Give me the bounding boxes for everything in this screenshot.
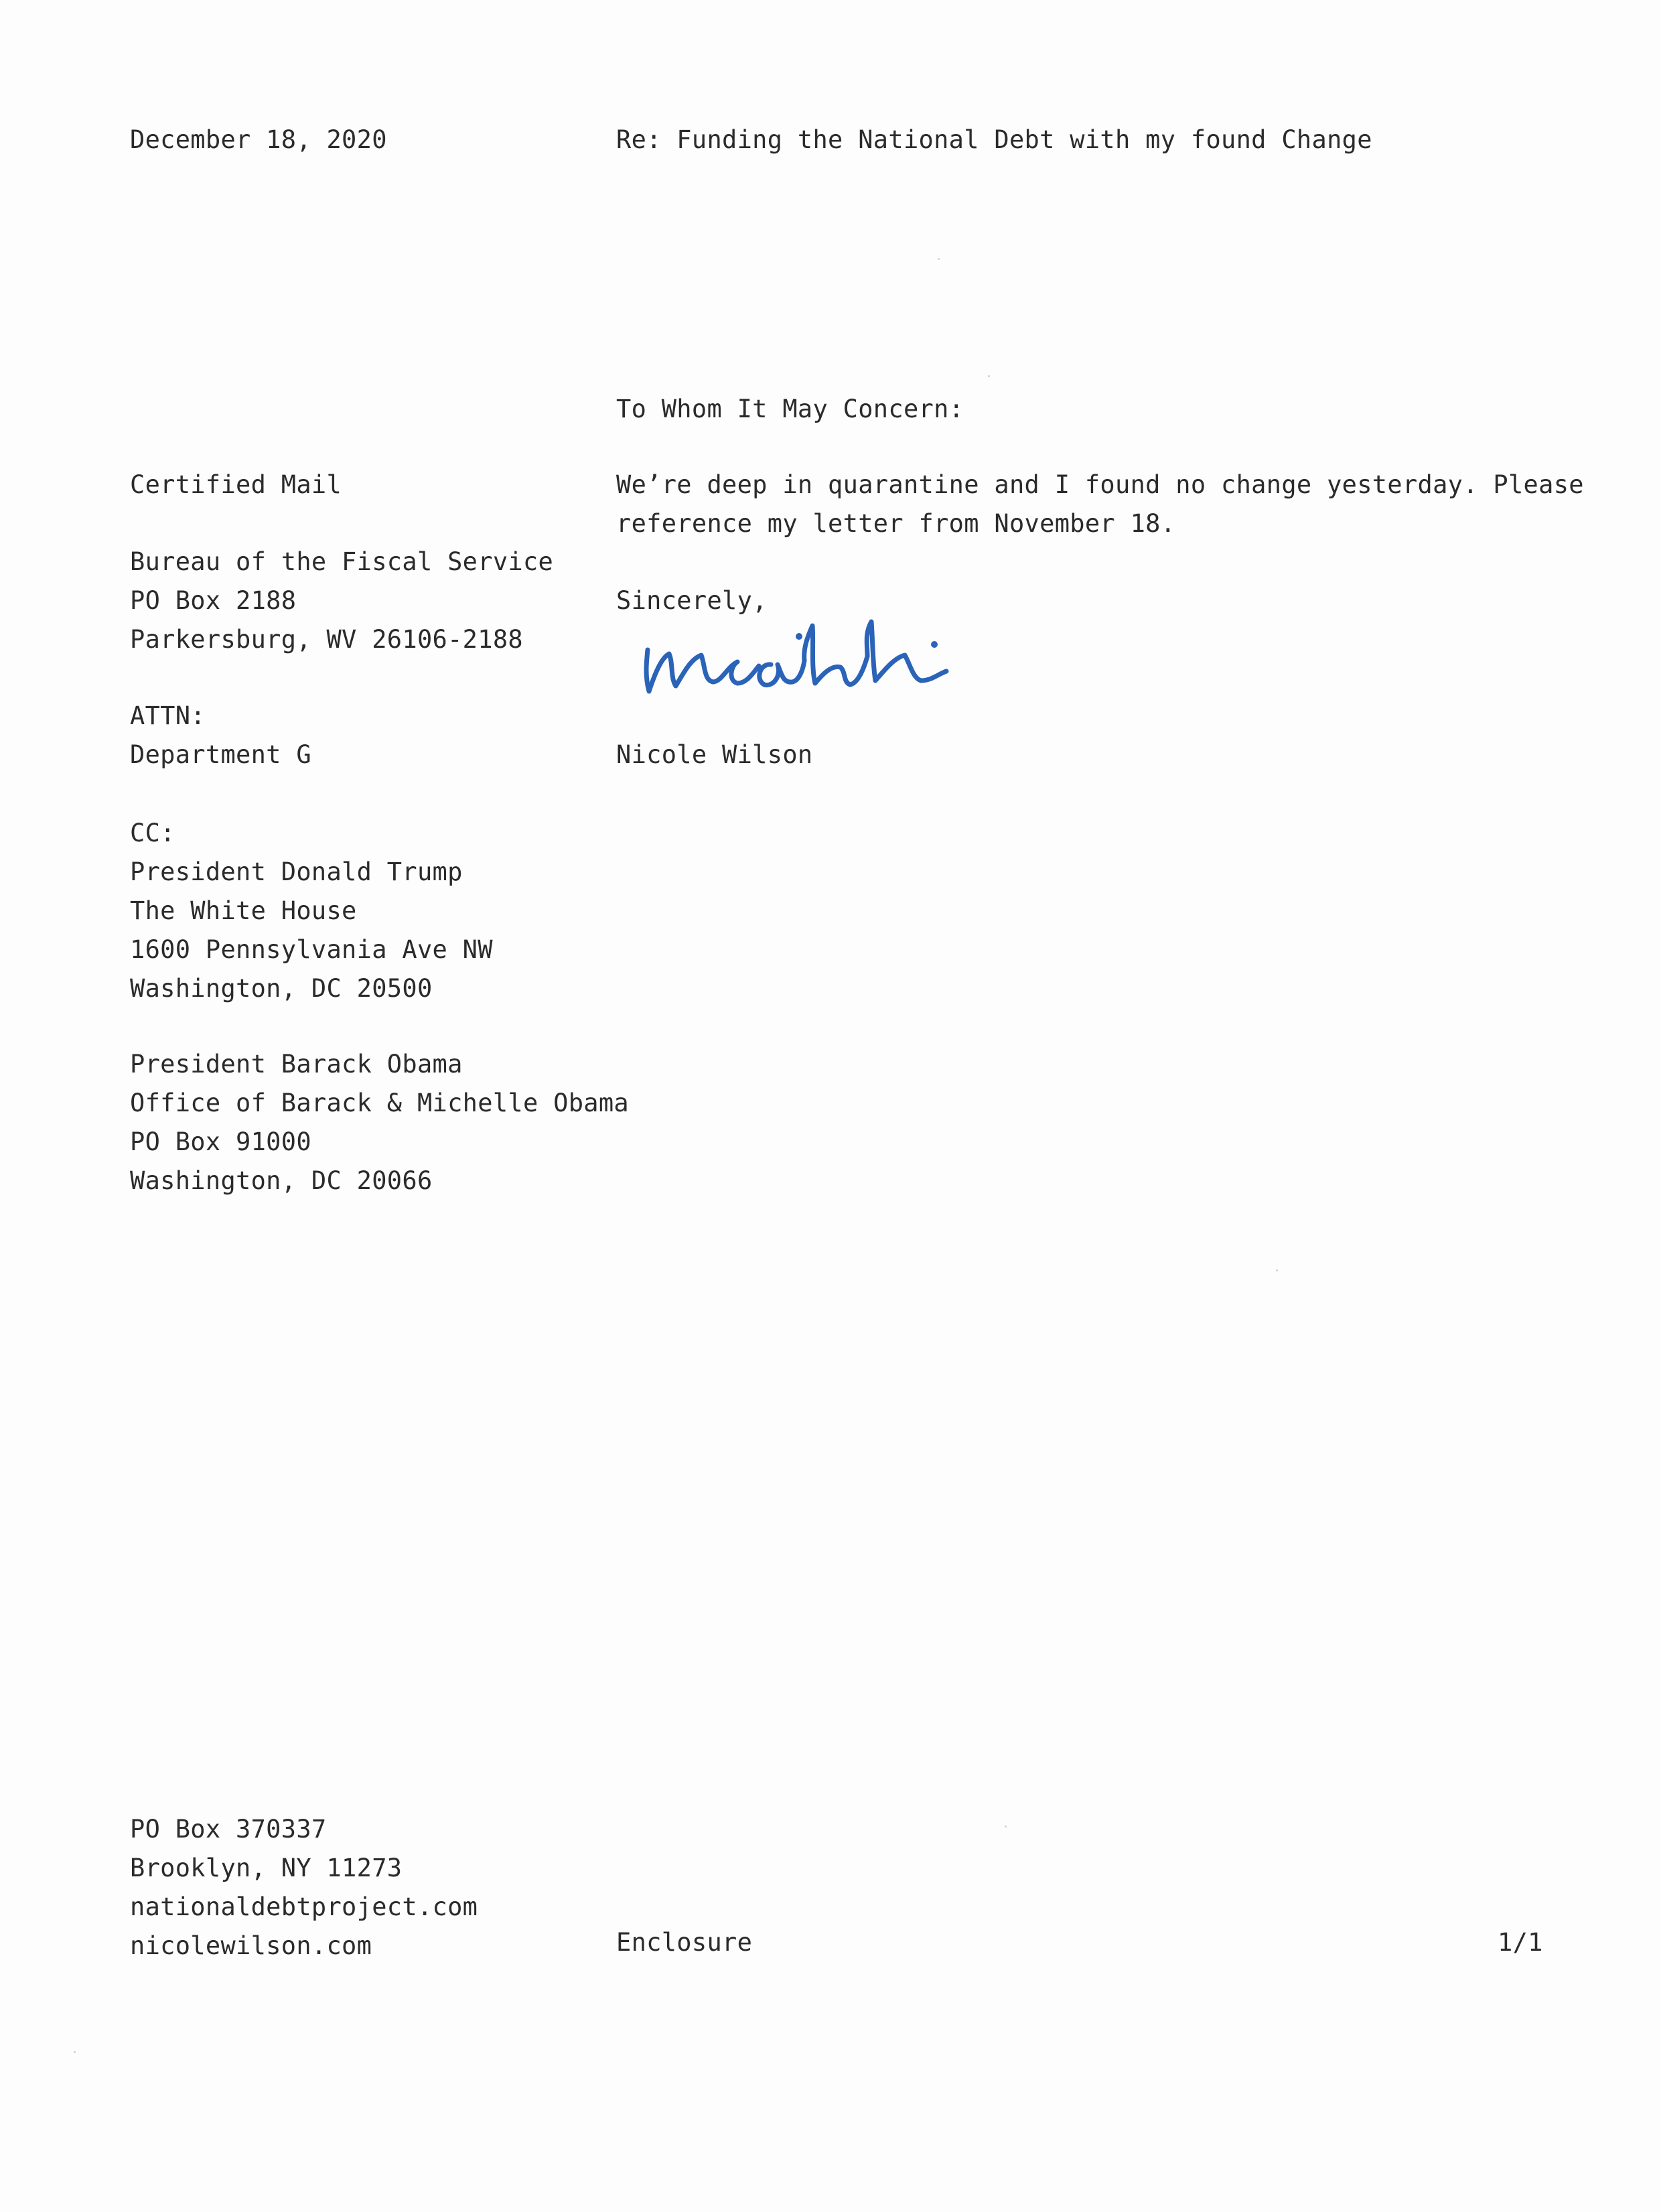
cc-line: President Barack Obama (130, 1050, 463, 1079)
closing: Sincerely, (616, 586, 768, 615)
cc-line: The White House (130, 896, 357, 925)
sender-address (130, 1810, 478, 1965)
delivery-method: Certified Mail (130, 470, 342, 499)
scan-speck (1276, 1269, 1278, 1271)
cc-block-first (130, 814, 493, 1008)
body-paragraph (616, 466, 1584, 543)
recipient-address (130, 543, 553, 659)
scan-speck (988, 375, 990, 377)
cc-label: CC: (130, 819, 175, 847)
cc-line: Office of Barack & Michelle Obama (130, 1089, 630, 1117)
attention-department: Department G (130, 740, 311, 769)
enclosure-note: Enclosure (616, 1928, 753, 1957)
attention-label: ATTN: (130, 701, 206, 730)
page-number: 1/1 (1498, 1928, 1543, 1957)
signature-strokes (646, 622, 946, 691)
cc-line: 1600 Pennsylvania Ave NW (130, 935, 493, 964)
address-line: Bureau of the Fiscal Service (130, 547, 554, 576)
footer-website: nicolewilson.com (130, 1931, 372, 1960)
cc-line: PO Box 91000 (130, 1127, 311, 1156)
paragraph-line: reference my letter from November 18. (616, 509, 1176, 538)
cc-line: President Donald Trump (130, 857, 463, 886)
paragraph-line: We’re deep in quarantine and I found no change yesterday. Please (616, 470, 1584, 499)
address-line: PO Box 2188 (130, 586, 297, 615)
cc-line: Washington, DC 20500 (130, 974, 433, 1003)
footer-line: Brooklyn, NY 11273 (130, 1854, 403, 1882)
letter-subject: Re: Funding the National Debt with my found Change (616, 125, 1372, 154)
footer-line: PO Box 370337 (130, 1815, 327, 1844)
scan-speck (1005, 1825, 1007, 1827)
handwritten-signature (640, 616, 988, 703)
footer-website: nationaldebtproject.com (130, 1892, 478, 1921)
salutation: To Whom It May Concern: (616, 395, 964, 423)
signature-dot (796, 633, 802, 640)
signature-dot (931, 641, 938, 648)
letter-date: December 18, 2020 (130, 125, 387, 154)
signer-name: Nicole Wilson (616, 740, 813, 769)
attention-block (130, 697, 311, 774)
scan-speck (74, 2051, 76, 2053)
cc-block-second (130, 1045, 629, 1200)
cc-line: Washington, DC 20066 (130, 1166, 433, 1195)
address-line: Parkersburg, WV 26106-2188 (130, 625, 523, 654)
scan-speck (938, 258, 940, 260)
